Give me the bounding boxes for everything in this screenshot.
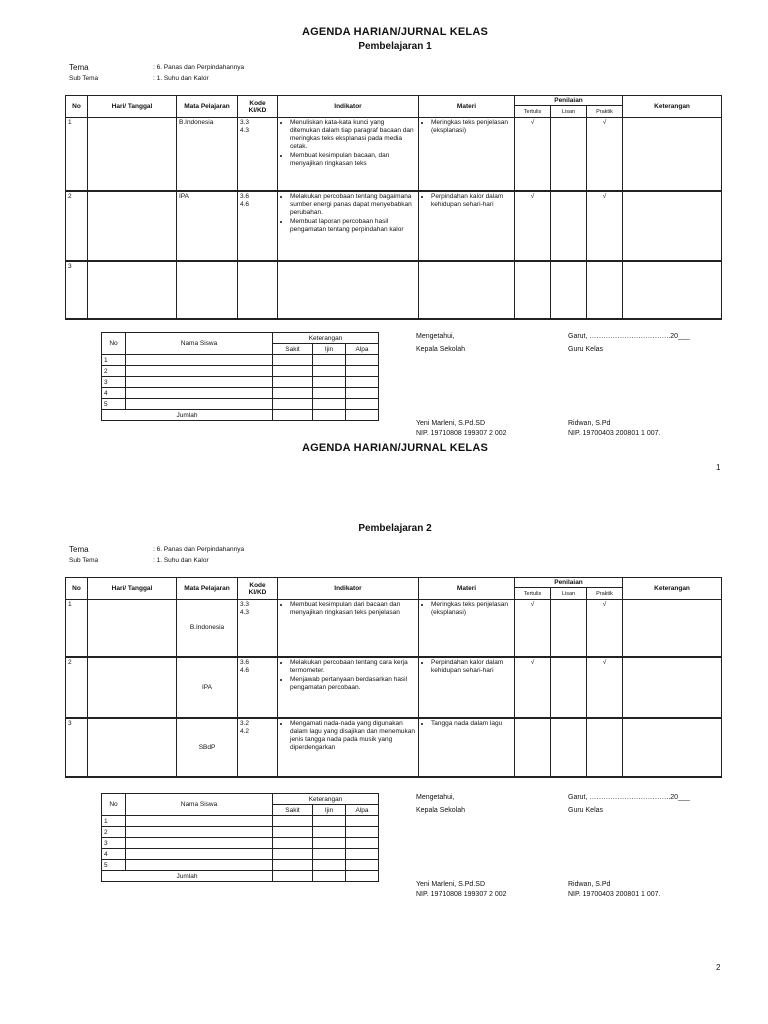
row-tertulis: √: [515, 657, 551, 718]
row-tertulis: [515, 261, 551, 319]
page2-subtema-label: Sub Tema: [69, 557, 99, 564]
row-kode: 3.2 4.2: [238, 718, 278, 777]
row-materi: [419, 600, 515, 657]
row-no: 3: [66, 261, 88, 319]
row-indikator: [278, 718, 419, 777]
row-hari: [88, 600, 177, 657]
absen-sakit-header: Sakit: [273, 344, 313, 355]
row-praktik: [587, 261, 623, 319]
header-materi: Materi: [419, 96, 515, 118]
header-tertulis: Tertulis: [515, 588, 551, 600]
table-row: [66, 657, 722, 718]
row-lisan: [551, 118, 587, 191]
page2-tema-value: : 6. Panas dan Perpindahannya: [153, 546, 245, 553]
header-praktik: Praktik: [587, 588, 623, 600]
row-materi: [419, 718, 515, 777]
row-indikator: [278, 261, 419, 319]
row-materi: [419, 657, 515, 718]
header-no: No: [66, 578, 88, 600]
row-mapel: IPA: [177, 657, 238, 718]
row-mapel: IPA: [177, 191, 238, 261]
indikator-item: • Membuat kesimpulan dari bacaan dan menyajikan ringkasan teks penjelasan: [290, 601, 416, 617]
materi-item: • Meringkas teks penjelasan (eksplanasi): [431, 119, 512, 135]
page1-subtitle: Pembelajaran 1: [358, 41, 432, 52]
page1-guru-name: Ridwan, S.Pd: [568, 420, 611, 427]
absen-num: 4: [102, 388, 126, 399]
row-mapel: [177, 261, 238, 319]
absen-row: [102, 827, 379, 838]
indikator-item: • Melakukan percobaan tentang bagaimana sumber energi panas dapat menyebabkan perubahan.: [290, 193, 416, 217]
row-lisan: [551, 191, 587, 261]
absen-nama-header: Nama Siswa: [126, 333, 273, 355]
row-praktik: √: [587, 600, 623, 657]
absen-row: [102, 860, 379, 871]
row-no: 2: [66, 657, 88, 718]
page1-subtema-label: Sub Tema: [69, 75, 99, 82]
row-keterangan: [623, 600, 722, 657]
page2-subtema-value: : 1. Suhu dan Kalor: [153, 557, 209, 564]
table-row: [66, 191, 722, 261]
header-lisan: Lisan: [551, 106, 587, 118]
page1-kepsek-title: Kepala Sekolah: [416, 346, 466, 353]
row-materi: [419, 261, 515, 319]
page2-place-date: Garut, ……………………………..20___: [568, 794, 690, 801]
page2-guru-title: Guru Kelas: [568, 807, 604, 814]
header-tertulis: Tertulis: [515, 106, 551, 118]
header-keterangan: Keterangan: [623, 578, 722, 600]
header-mata-pelajaran: Mata Pelajaran: [177, 578, 238, 600]
header-keterangan: Keterangan: [623, 96, 722, 118]
page2-absensi-table: [101, 793, 379, 882]
absen-keterangan-header: Keterangan: [273, 333, 379, 344]
row-lisan: [551, 261, 587, 319]
row-praktik: √: [587, 657, 623, 718]
absen-num: 1: [102, 355, 126, 366]
absen-num: 4: [102, 849, 126, 860]
materi-item: • Meringkas teks penjelasan (eksplanasi): [431, 601, 512, 617]
row-hari: [88, 118, 177, 191]
row-lisan: [551, 718, 587, 777]
row-praktik: √: [587, 118, 623, 191]
absen-row: [102, 816, 379, 827]
absen-row: [102, 388, 379, 399]
header-kode: Kode KI/KD: [238, 578, 278, 600]
absen-row: [102, 377, 379, 388]
row-mapel: B.Indonesia: [177, 118, 238, 191]
page2-subtitle: Pembelajaran 2: [358, 523, 432, 534]
header-praktik: Praktik: [587, 106, 623, 118]
page1-tema-label: Tema: [69, 63, 89, 72]
table-row: [66, 600, 722, 657]
row-no: 1: [66, 118, 88, 191]
absen-row: [102, 849, 379, 860]
page1-mengetahui: Mengetahui,: [416, 333, 455, 340]
page1-tema-value: : 6. Panas dan Perpindahannya: [153, 64, 245, 71]
absen-num: 5: [102, 860, 126, 871]
absen-row: [102, 399, 379, 410]
row-praktik: √: [587, 191, 623, 261]
absen-row: [102, 355, 379, 366]
row-tertulis: √: [515, 118, 551, 191]
absen-nama-header: Nama Siswa: [126, 794, 273, 816]
absen-jumlah: Jumlah: [102, 410, 273, 421]
table-row: [66, 718, 722, 777]
absen-alpa-header: Alpa: [346, 805, 379, 816]
row-materi: [419, 191, 515, 261]
indikator-item: • Membuat kesimpulan bacaan, dan menyajikan ringkasan teks: [290, 152, 416, 168]
absen-ijin-header: Ijin: [313, 805, 346, 816]
page1-agenda-table: [65, 95, 722, 320]
absen-num: 2: [102, 366, 126, 377]
row-no: 3: [66, 718, 88, 777]
row-tertulis: √: [515, 600, 551, 657]
row-no: 1: [66, 600, 88, 657]
page2-tema-label: Tema: [69, 545, 89, 554]
absen-row: [102, 366, 379, 377]
row-mapel: B.Indonesia: [177, 600, 238, 657]
row-keterangan: [623, 657, 722, 718]
row-kode: 3.6 4.6: [238, 657, 278, 718]
page2-guru-name: Ridwan, S.Pd: [568, 881, 611, 888]
row-hari: [88, 657, 177, 718]
table-row: [66, 261, 722, 319]
absen-jumlah: Jumlah: [102, 871, 273, 882]
page2-guru-nip: NIP. 19700403 200801 1 007.: [568, 891, 661, 898]
header-lisan: Lisan: [551, 588, 587, 600]
absen-sakit-header: Sakit: [273, 805, 313, 816]
row-kode: 3.3 4.3: [238, 600, 278, 657]
materi-item: • Perpindahan kalor dalam kehidupan sehari-hari: [431, 193, 512, 209]
row-indikator: [278, 657, 419, 718]
page2-mengetahui: Mengetahui,: [416, 794, 455, 801]
page2-kepsek-title: Kepala Sekolah: [416, 807, 466, 814]
absen-ijin-header: Ijin: [313, 344, 346, 355]
indikator-item: • Melakukan percobaan tentang cara kerja termometer.: [290, 659, 416, 675]
page1-place-date: Garut, ……………………………..20___: [568, 333, 690, 340]
indikator-item: • Mengamati nada-nada yang digunakan dalam lagu yang disajikan dan menemukan jenis tangga nada pada musik yang diperdengarkan: [290, 720, 416, 752]
absen-row: [102, 838, 379, 849]
row-hari: [88, 191, 177, 261]
page1-title: AGENDA HARIAN/JURNAL KELAS: [301, 26, 489, 38]
row-indikator: [278, 600, 419, 657]
row-keterangan: [623, 191, 722, 261]
row-keterangan: [623, 118, 722, 191]
row-lisan: [551, 657, 587, 718]
indikator-item: • Membuat laporan percobaan hasil pengamatan tentang perpindahan kalor: [290, 218, 416, 234]
page1-number: 1: [716, 463, 721, 472]
header-hari-tanggal: Hari/ Tanggal: [88, 96, 177, 118]
materi-item: • Tangga nada dalam lagu: [431, 720, 512, 728]
page2-kepsek-name: Yeni Marleni, S.Pd.SD: [416, 881, 485, 888]
header-penilaian: Penilaian: [515, 96, 623, 106]
row-keterangan: [623, 718, 722, 777]
header-hari-tanggal: Hari/ Tanggal: [88, 578, 177, 600]
header-indikator: Indikator: [278, 578, 419, 600]
indikator-item: • Menuliskan kata-kata kunci yang ditemukan dalam tiap paragraf bacaan dan meringkas teks eksplanasi pada media cetak.: [290, 119, 416, 151]
page2-kepsek-nip: NIP. 19710808 199307 2 002: [416, 891, 507, 898]
absen-num: 5: [102, 399, 126, 410]
row-lisan: [551, 600, 587, 657]
absen-keterangan-header: Keterangan: [273, 794, 379, 805]
header-materi: Materi: [419, 578, 515, 600]
page1-subtema-value: : 1. Suhu dan Kalor: [153, 75, 209, 82]
absen-jumlah-row: [102, 871, 379, 882]
page2-number: 2: [716, 963, 721, 972]
header-indikator: Indikator: [278, 96, 419, 118]
absen-no-header: No: [102, 333, 126, 355]
page1-absensi-table: [101, 332, 379, 421]
header-kode: Kode KI/KD: [238, 96, 278, 118]
indikator-item: • Menjawab pertanyaan berdasarkan hasil pengamatan percobaan.: [290, 676, 416, 692]
page2-agenda-table: [65, 577, 722, 778]
row-no: 2: [66, 191, 88, 261]
header-mata-pelajaran: Mata Pelajaran: [177, 96, 238, 118]
row-tertulis: [515, 718, 551, 777]
row-kode: 3.6 4.6: [238, 191, 278, 261]
row-hari: [88, 261, 177, 319]
absen-num: 2: [102, 827, 126, 838]
page1-kepsek-nip: NIP. 19710808 199307 2 002: [416, 430, 507, 437]
absen-num: 3: [102, 838, 126, 849]
header-no: No: [66, 96, 88, 118]
page1-guru-nip: NIP. 19700403 200801 1 007.: [568, 430, 661, 437]
row-materi: [419, 118, 515, 191]
header-penilaian: Penilaian: [515, 578, 623, 588]
absen-alpa-header: Alpa: [346, 344, 379, 355]
row-indikator: [278, 191, 419, 261]
page1-guru-title: Guru Kelas: [568, 346, 604, 353]
absen-num: 3: [102, 377, 126, 388]
page1-kepsek-name: Yeni Marleni, S.Pd.SD: [416, 420, 485, 427]
row-mapel: SBdP: [177, 718, 238, 777]
absen-num: 1: [102, 816, 126, 827]
row-praktik: [587, 718, 623, 777]
row-hari: [88, 718, 177, 777]
absen-no-header: No: [102, 794, 126, 816]
row-kode: 3.3 4.3: [238, 118, 278, 191]
page2-title: AGENDA HARIAN/JURNAL KELAS: [301, 442, 489, 454]
row-keterangan: [623, 261, 722, 319]
row-tertulis: √: [515, 191, 551, 261]
materi-item: • Perpindahan kalor dalam kehidupan sehari-hari: [431, 659, 512, 675]
table-row: [66, 118, 722, 191]
absen-jumlah-row: [102, 410, 379, 421]
row-kode: [238, 261, 278, 319]
row-indikator: [278, 118, 419, 191]
